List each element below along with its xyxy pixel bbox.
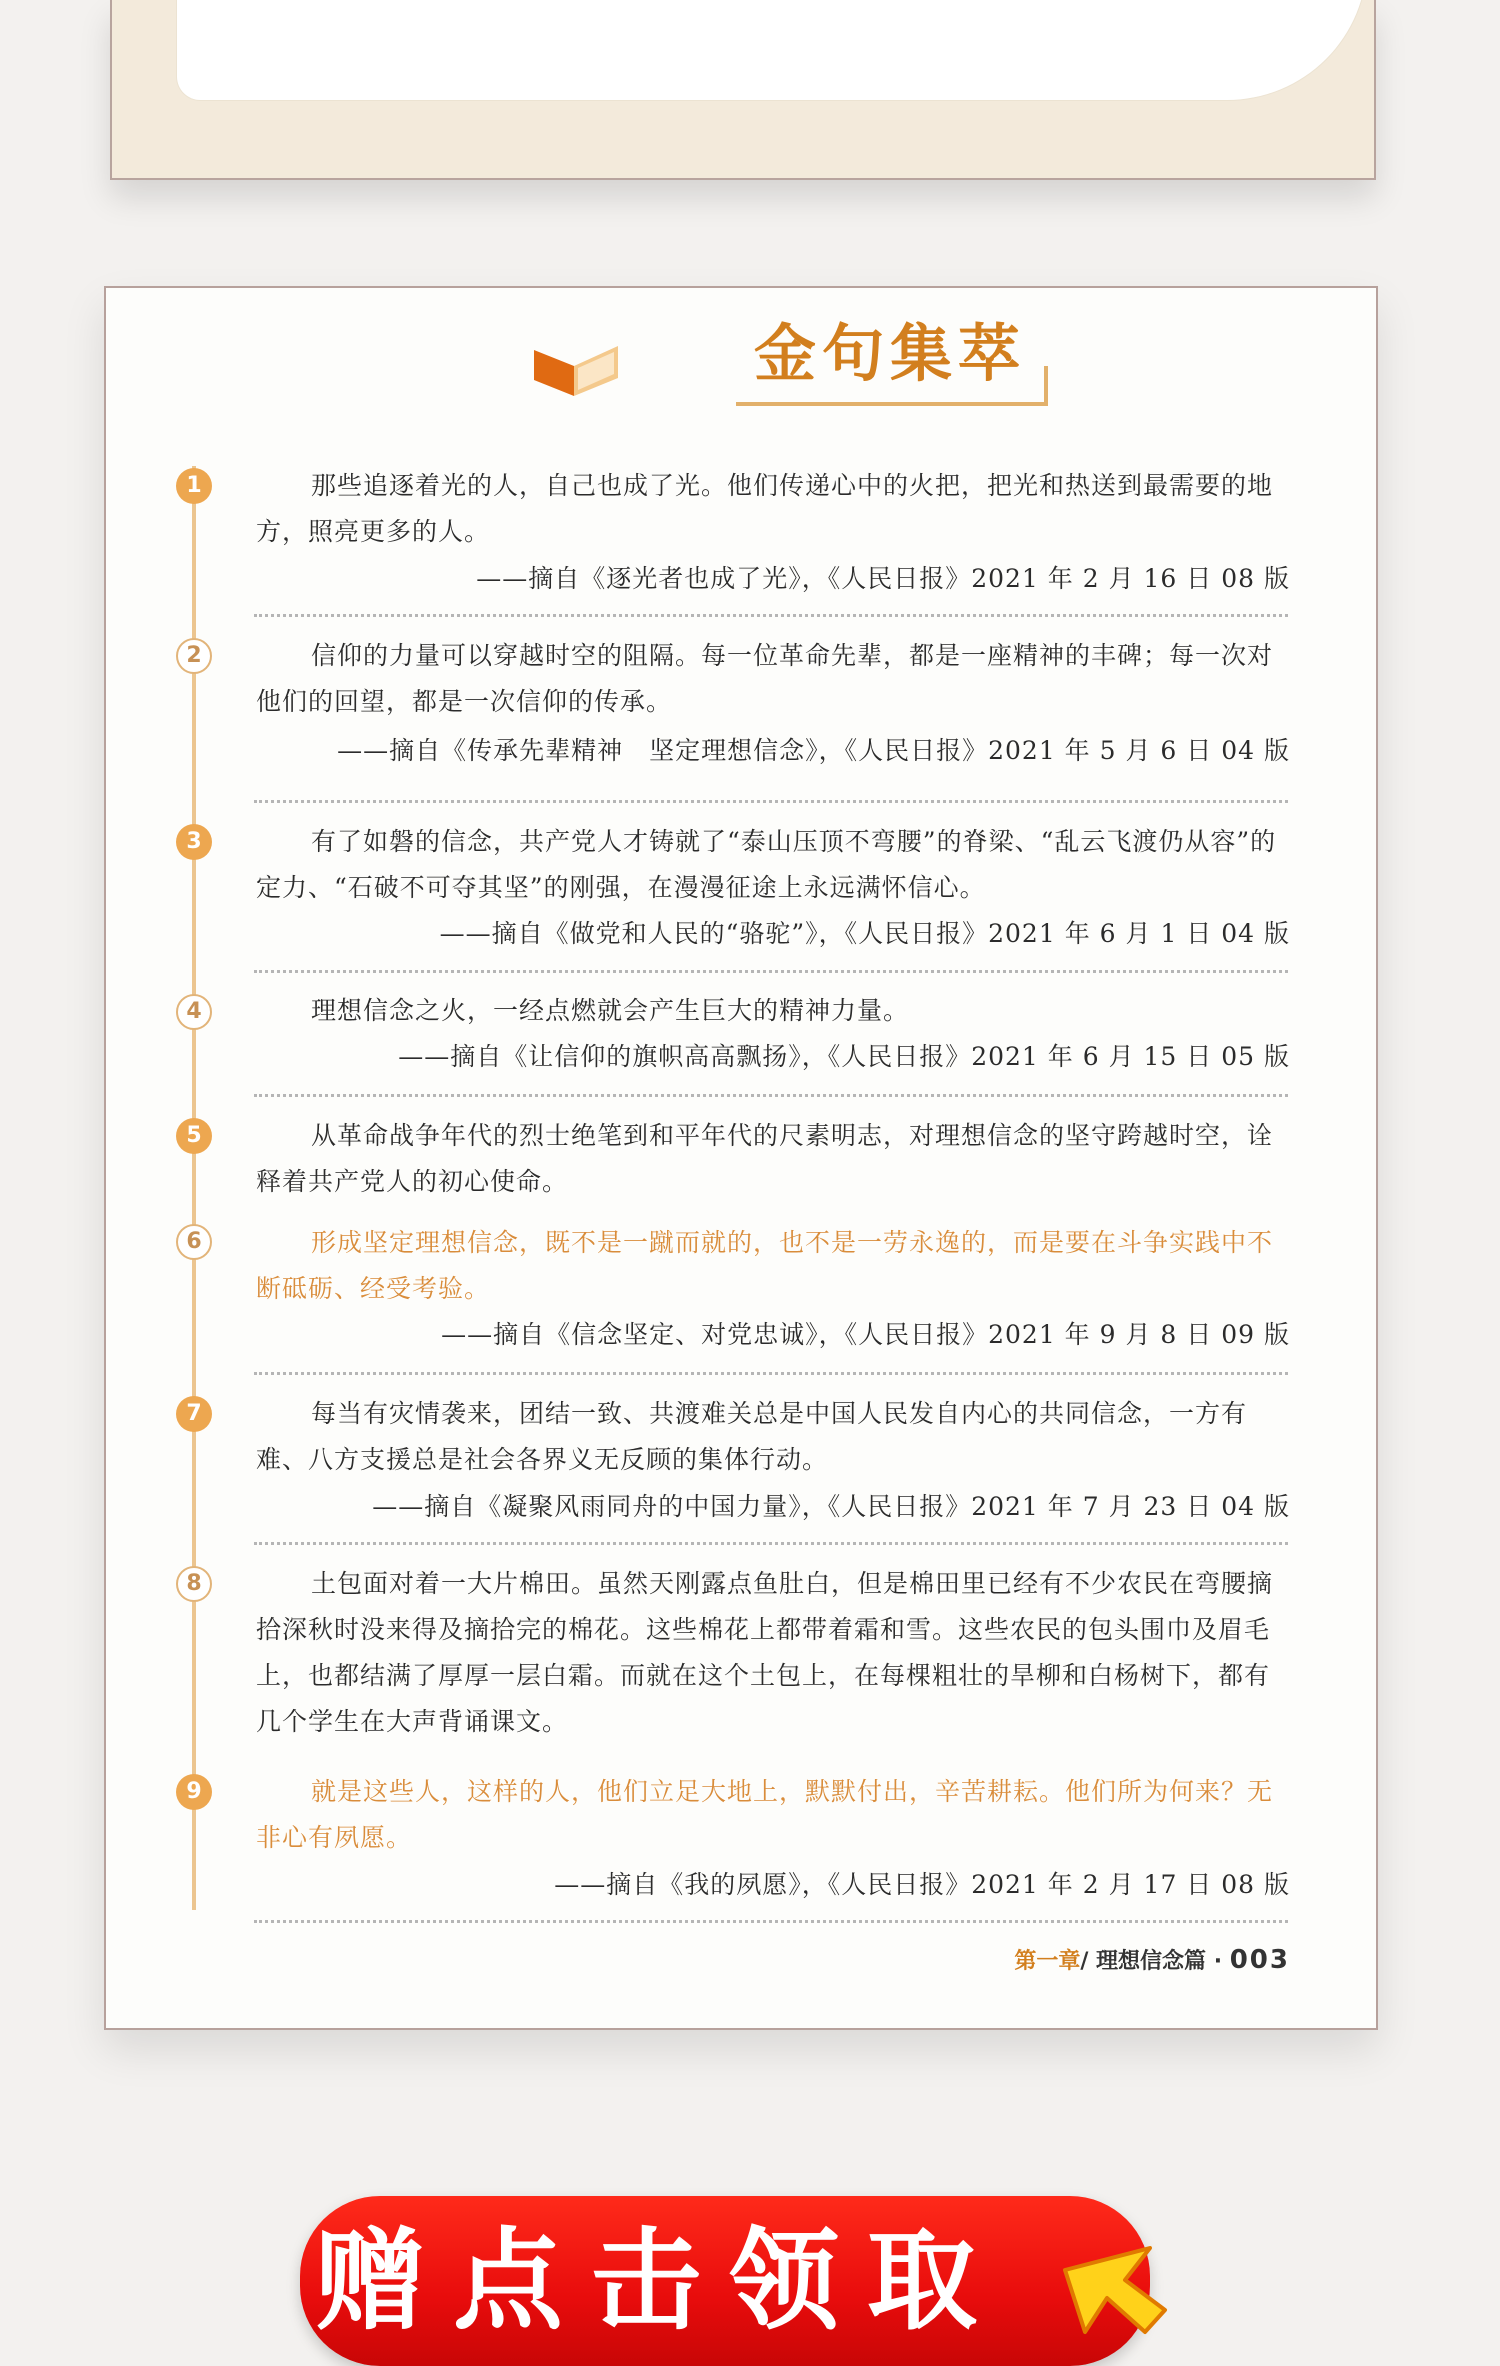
claim-gift-label: 赠点击领取 <box>315 2217 1005 2345</box>
previous-page-inner-panel <box>177 0 1367 100</box>
quote-source: ——摘自《让信仰的旗帜高高飘扬》，《人民日报》2021 年 6 月 15 日 05 版 <box>398 1042 1290 1071</box>
quote-number-badge: 8 <box>176 1566 212 1602</box>
divider <box>254 1542 1288 1545</box>
quote-number-badge: 9 <box>176 1774 212 1810</box>
previous-page-fragment <box>110 0 1376 180</box>
quote-number-badge: 3 <box>176 824 212 860</box>
quote-number-badge: 1 <box>176 468 212 504</box>
quote-number-badge: 6 <box>176 1224 212 1260</box>
quote-source: ——摘自《传承先辈精神 坚定理想信念》，《人民日报》2021 年 5 月 6 日 04 版 <box>337 736 1290 765</box>
quote-source: ——摘自《我的夙愿》，《人民日报》2021 年 2 月 17 日 08 版 <box>554 1870 1290 1899</box>
quote-text: 每当有灾情袭来，团结一致、共渡难关总是中国人民发自内心的共同信念，一方有难、八方支援总是社会各界义无反顾的集体行动。 <box>256 1399 1248 1474</box>
quote-source: ——摘自《信念坚定、对党忠诚》，《人民日报》2021 年 9 月 8 日 09 版 <box>441 1320 1290 1349</box>
divider <box>254 1094 1288 1097</box>
quote-text: 土包面对着一大片棉田。虽然天刚露点鱼肚白，但是棉田里已经有不少农民在弯腰摘拾深秋时没来得及摘拾完的棉花。这些棉花上都带着霜和雪。这些农民的包头围巾及眉毛上，也都结满了厚厚一层白霜。而就在这个土包上，在每棵粗壮的旱柳和白杨树下，都有几个学生在大声背诵课文。 <box>256 1569 1274 1736</box>
quote-source: ——摘自《逐光者也成了光》，《人民日报》2021 年 2 月 16 日 08 版 <box>476 564 1290 593</box>
title-underline-corner <box>1044 366 1048 406</box>
quote-text: 信仰的力量可以穿越时空的阻隔。每一位革命先辈，都是一座精神的丰碑；每一次对他们的回望，都是一次信仰的传承。 <box>256 641 1274 716</box>
quote-text: 从革命战争年代的烈士绝笔到和平年代的尺素明志，对理想信念的坚守跨越时空，诠释着共产党人的初心使命。 <box>256 1121 1274 1196</box>
section-header <box>526 316 1046 396</box>
pointer-arrow-icon <box>1055 2240 1175 2340</box>
page-footer <box>1014 1944 1290 1975</box>
divider <box>254 1920 1288 1923</box>
quote-text-highlight: 就是这些人，这样的人，他们立足大地上，默默付出，辛苦耕耘。他们所为何来？无非心有夙愿。 <box>256 1777 1274 1852</box>
divider <box>254 800 1288 803</box>
claim-gift-button[interactable] <box>300 2196 1150 2366</box>
quote-text-highlight: 形成坚定理想信念，既不是一蹴而就的，也不是一劳永逸的，而是要在斗争实践中不断砥砺、经受考验。 <box>256 1228 1274 1303</box>
quote-number-badge: 4 <box>176 994 212 1030</box>
divider <box>254 614 1288 617</box>
divider <box>254 970 1288 973</box>
quote-number-badge: 2 <box>176 638 212 674</box>
quote-source: ——摘自《做党和人民的“骆驼”》，《人民日报》2021 年 6 月 1 日 04 版 <box>439 919 1290 948</box>
quote-text: 有了如磐的信念，共产党人才铸就了“泰山压顶不弯腰”的脊梁、“乱云飞渡仍从容”的定力、“石破不可夺其坚”的刚强，在漫漫征途上永远满怀信心。 <box>256 827 1277 902</box>
title-underline <box>736 402 1048 406</box>
quote-text: 理想信念之火，一经点燃就会产生巨大的精神力量。 <box>311 996 910 1025</box>
page-number: 003 <box>1229 1945 1290 1975</box>
divider <box>254 1372 1288 1375</box>
section-label: / 理想信念篇 · <box>1080 1949 1230 1974</box>
open-book-icon <box>526 328 626 398</box>
chapter-label: 第一章 <box>1014 1949 1081 1974</box>
section-title: 金句集萃 <box>754 317 1027 390</box>
timeline-line <box>192 466 196 1910</box>
quote-number-badge: 7 <box>176 1396 212 1432</box>
quote-number-badge: 5 <box>176 1118 212 1154</box>
quote-text: 那些追逐着光的人，自己也成了光。他们传递心中的火把，把光和热送到最需要的地方，照亮更多的人。 <box>256 471 1274 546</box>
book-page <box>104 286 1378 2030</box>
quote-source: ——摘自《凝聚风雨同舟的中国力量》，《人民日报》2021 年 7 月 23 日 04 版 <box>372 1492 1290 1521</box>
